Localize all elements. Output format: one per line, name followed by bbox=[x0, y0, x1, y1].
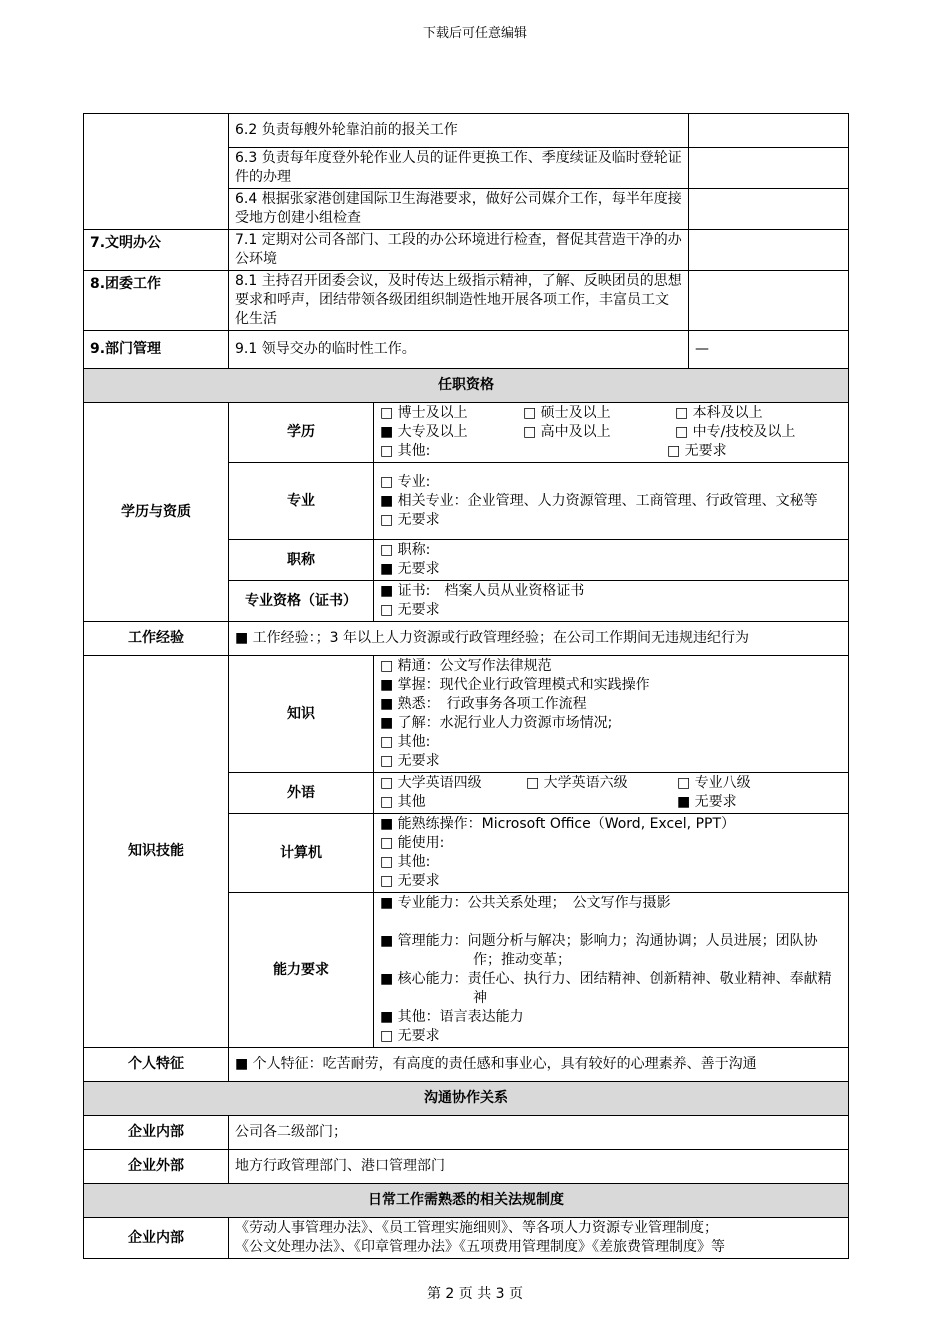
personality-row bbox=[84, 1048, 849, 1082]
duty-category-cell: 8.团委工作 bbox=[84, 271, 229, 331]
degree-option: □ 本科及以上 bbox=[675, 405, 763, 421]
duty-item: 8.1 主持召开团委会议，及时传达上级指示精神，了解、反映团员的思想要求和呼声，团结带领各级团组织制造性地开展各项工作，丰富员工文化生活 bbox=[229, 271, 689, 331]
computer-option: □ 其他: bbox=[380, 854, 431, 870]
section-header-row bbox=[84, 369, 849, 403]
education-group-label: 学历与资质 bbox=[84, 403, 229, 622]
education-degree-row bbox=[84, 403, 849, 463]
language-options bbox=[374, 773, 849, 814]
skills-group-label: 知识技能 bbox=[84, 656, 229, 1048]
duty-note-cell: — bbox=[689, 331, 849, 369]
page-header: 下载后可任意编辑 bbox=[422, 26, 527, 41]
knowledge-option: ■ 掌握：现代企业行政管理模式和实践操作 bbox=[380, 677, 650, 693]
certificate-option: ■ 证书: 档案人员从业资格证书 bbox=[380, 583, 585, 599]
degree-option: □ 硕士及以上 bbox=[523, 405, 611, 421]
duty-row bbox=[84, 271, 849, 331]
duty-category-cell bbox=[84, 114, 229, 230]
regulations-line: 《公文处理办法》、《印章管理办法》《五项费用管理制度》《差旅费管理制度》等 bbox=[235, 1239, 725, 1255]
regulations-line: 《劳动人事管理办法》、《员工管理实施细则》、等各项人力资源专业管理制度； bbox=[235, 1220, 718, 1236]
knowledge-option: □ 其他: bbox=[380, 734, 431, 750]
duty-item: 9.1 领导交办的临时性工作。 bbox=[229, 331, 689, 369]
title-options bbox=[374, 540, 849, 581]
computer-option: □ 无要求 bbox=[380, 873, 440, 889]
communication-internal-label: 企业内部 bbox=[84, 1116, 229, 1150]
computer-option: □ 能使用: bbox=[380, 835, 445, 851]
communication-external-text: 地方行政管理部门、港口管理部门 bbox=[229, 1150, 849, 1184]
degree-label: 学历 bbox=[229, 403, 374, 463]
duty-row bbox=[84, 331, 849, 369]
language-options-row bbox=[380, 774, 842, 793]
knowledge-label: 知识 bbox=[229, 656, 374, 773]
major-options bbox=[374, 463, 849, 540]
language-option: □ 专业八级 bbox=[677, 775, 751, 791]
regulations-internal-row bbox=[84, 1218, 849, 1259]
degree-options-row bbox=[380, 423, 842, 442]
degree-options bbox=[374, 403, 849, 463]
experience-text: ■ 工作经验：；3 年以上人力资源或行政管理经验；在公司工作期间无违规违纪行为 bbox=[229, 622, 849, 656]
page-footer: 第 2 页 共 3 页 bbox=[426, 1286, 524, 1302]
major-label: 专业 bbox=[229, 463, 374, 540]
language-label: 外语 bbox=[229, 773, 374, 814]
title-option: ■ 无要求 bbox=[380, 561, 440, 577]
degree-option: □ 无要求 bbox=[667, 443, 727, 459]
degree-options-row bbox=[380, 404, 842, 423]
degree-option: □ 其他: bbox=[380, 443, 431, 459]
section-header-row bbox=[84, 1184, 849, 1218]
ability-label: 能力要求 bbox=[229, 893, 374, 1048]
ability-management: ■ 管理能力：问题分析与解决；影响力；沟通协调；人员进展；团队协作；推动变革； bbox=[380, 933, 818, 968]
language-options-row bbox=[380, 793, 842, 812]
knowledge-options bbox=[374, 656, 849, 773]
title-label: 职称 bbox=[229, 540, 374, 581]
ability-none: □ 无要求 bbox=[380, 1028, 440, 1044]
duty-category-cell: 9.部门管理 bbox=[84, 331, 229, 369]
duty-note-cell bbox=[689, 189, 849, 230]
job-description-table bbox=[83, 113, 849, 1259]
ability-other: ■ 其他：语言表达能力 bbox=[380, 1009, 524, 1025]
language-option: □ 大学英语四级 bbox=[380, 775, 482, 791]
ability-spacer bbox=[380, 913, 842, 932]
duty-note-cell bbox=[689, 114, 849, 148]
communication-internal-text: 公司各二级部门； bbox=[229, 1116, 849, 1150]
experience-label: 工作经验 bbox=[84, 622, 229, 656]
major-option: □ 专业: bbox=[380, 473, 431, 490]
degree-option: □ 中专/技校及以上 bbox=[675, 424, 796, 440]
communication-internal-row bbox=[84, 1116, 849, 1150]
degree-options-row bbox=[380, 442, 842, 461]
personality-label: 个人特征 bbox=[84, 1048, 229, 1082]
ability-professional: ■ 专业能力：公共关系处理； 公文写作与摄影 bbox=[380, 895, 671, 911]
computer-options bbox=[374, 814, 849, 893]
duty-note-cell bbox=[689, 271, 849, 331]
ability-core: ■ 核心能力：责任心、执行力、团结精神、创新精神、敬业精神、奉献精神 bbox=[380, 971, 832, 1006]
degree-option: ■ 大专及以上 bbox=[380, 424, 468, 440]
duty-item: 6.4 根据张家港创建国际卫生海港要求，做好公司媒介工作，每半年度接受地方创建小组检查 bbox=[229, 189, 689, 230]
regulations-internal-text bbox=[229, 1218, 849, 1259]
section-header-row bbox=[84, 1082, 849, 1116]
certificate-label: 专业资格（证书） bbox=[229, 581, 374, 622]
duty-item: 7.1 定期对公司各部门、工段的办公环境进行检查，督促其营造干净的办公环境 bbox=[229, 230, 689, 271]
ability-options bbox=[374, 893, 849, 1048]
communication-external-row bbox=[84, 1150, 849, 1184]
duty-row bbox=[84, 230, 849, 271]
language-option: □ 其他 bbox=[380, 794, 426, 810]
knowledge-option: □ 精通：公文写作法律规范 bbox=[380, 658, 552, 674]
duty-item: 6.2 负责每艘外轮靠泊前的报关工作 bbox=[229, 114, 689, 148]
skills-knowledge-row bbox=[84, 656, 849, 773]
duty-item: 6.3 负责每年度登外轮作业人员的证件更换工作、季度续证及临时登轮证件的办理 bbox=[229, 148, 689, 189]
experience-row bbox=[84, 622, 849, 656]
major-option: ■ 相关专业：企业管理、人力资源管理、工商管理、行政管理、文秘等 bbox=[380, 492, 818, 509]
section-title-qualification: 任职资格 bbox=[84, 369, 849, 403]
regulations-internal-label: 企业内部 bbox=[84, 1218, 229, 1259]
section-title-communication: 沟通协作关系 bbox=[84, 1082, 849, 1116]
communication-external-label: 企业外部 bbox=[84, 1150, 229, 1184]
duty-row bbox=[84, 114, 849, 148]
knowledge-option: ■ 了解：水泥行业人力资源市场情况; bbox=[380, 715, 613, 731]
title-option: □ 职称: bbox=[380, 542, 431, 558]
degree-option: □ 高中及以上 bbox=[523, 424, 611, 440]
knowledge-option: □ 无要求 bbox=[380, 753, 440, 769]
duty-category-cell: 7.文明办公 bbox=[84, 230, 229, 271]
degree-option: □ 博士及以上 bbox=[380, 405, 468, 421]
duty-note-cell bbox=[689, 230, 849, 271]
major-option: □ 无要求 bbox=[380, 511, 440, 528]
knowledge-option: ■ 熟悉： 行政事务各项工作流程 bbox=[380, 696, 587, 712]
certificate-option: □ 无要求 bbox=[380, 602, 440, 618]
certificate-options bbox=[374, 581, 849, 622]
language-option: ■ 无要求 bbox=[677, 794, 737, 810]
section-title-regulations: 日常工作需熟悉的相关法规制度 bbox=[84, 1184, 849, 1218]
computer-option: ■ 能熟练操作：Microsoft Office（Word, Excel, PPT） bbox=[380, 816, 736, 832]
personality-text: ■ 个人特征：吃苦耐劳，有高度的责任感和事业心，具有较好的心理素养、善于沟通 bbox=[229, 1048, 849, 1082]
duty-note-cell bbox=[689, 148, 849, 189]
language-option: □ 大学英语六级 bbox=[526, 775, 628, 791]
computer-label: 计算机 bbox=[229, 814, 374, 893]
